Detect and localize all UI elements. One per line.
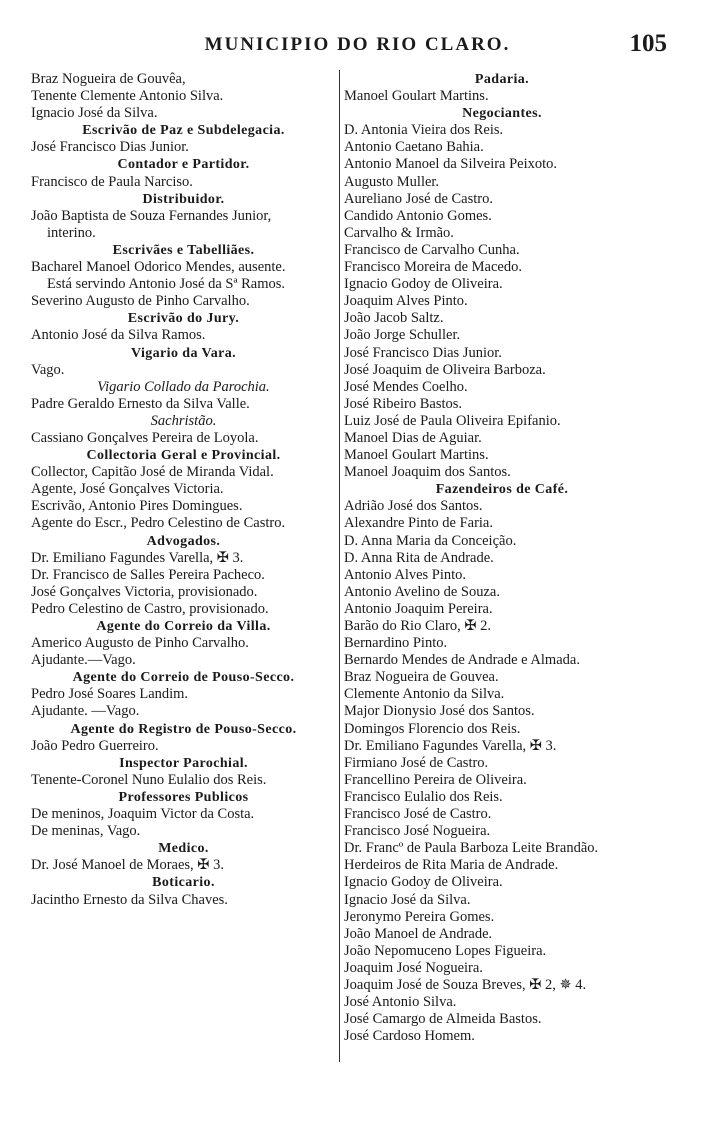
list-entry: Major Dionysio José dos Santos. xyxy=(344,703,535,720)
section-heading: Agente do Correio da Villa. xyxy=(96,619,271,634)
list-entry: Ignacio Godoy de Oliveira. xyxy=(344,874,503,891)
list-entry: Braz Nogueira de Gouvêa, xyxy=(31,71,186,87)
list-entry: Francisco José de Castro. xyxy=(344,806,492,823)
page-number: 105 xyxy=(629,30,667,57)
list-entry: Joaquim Alves Pinto. xyxy=(344,293,468,310)
list-entry: José Ribeiro Bastos. xyxy=(344,395,463,412)
list-entry: Luiz José de Paula Oliveira Epifanio. xyxy=(344,412,561,429)
list-entry: De meninas, Vago. xyxy=(31,823,141,840)
section-heading: Collectoria Geral e Provincial. xyxy=(86,448,281,464)
list-entry: Firmiano José de Castro. xyxy=(344,754,489,771)
list-entry: José Cardoso Homem. xyxy=(344,1028,475,1045)
list-entry: Jeronymo Pereira Gomes. xyxy=(344,908,495,925)
list-entry: Manoel Joaquim dos Santos. xyxy=(344,464,511,481)
list-entry: Francisco Eulalio dos Reis. xyxy=(344,788,503,805)
section-heading: Professores Publicos xyxy=(118,789,249,805)
page-header xyxy=(0,30,715,64)
list-entry: Tenente-Coronel Nuno Eulalio dos Reis. xyxy=(31,771,267,788)
list-entry: Antonio Caetano Bahia. xyxy=(344,139,484,156)
column-divider xyxy=(339,70,340,1062)
section-heading: Negociantes. xyxy=(462,106,542,122)
section-heading: Boticario. xyxy=(152,875,215,891)
list-entry: Cassiano Gonçalves Pereira de Loyola. xyxy=(31,429,259,446)
section-heading: Escrivão de Paz e Subdelegacia. xyxy=(82,123,285,139)
list-entry: José Mendes Coelho. xyxy=(344,378,468,395)
section-heading: Padaria. xyxy=(474,72,530,87)
list-entry: Agente, José Gonçalves Victoria. xyxy=(31,481,224,498)
list-entry: Francisco Moreira de Macedo. xyxy=(344,259,522,276)
section-heading: Medico. xyxy=(158,841,209,857)
list-entry: João Baptista de Souza Fernandes Junior, xyxy=(31,207,272,224)
section-heading: Escrivães e Tabelliães. xyxy=(112,242,255,258)
list-entry: João Jacob Saltz. xyxy=(344,310,444,327)
list-entry: Ignacio Godoy de Oliveira. xyxy=(344,276,503,293)
list-entry: Escrivão, Antonio Pires Domingues. xyxy=(31,498,243,515)
section-heading: Escrivão do Jury. xyxy=(127,311,240,327)
list-entry: Severino Augusto de Pinho Carvalho. xyxy=(31,293,250,310)
list-entry: Bacharel Manoel Odorico Mendes, ausente. xyxy=(31,259,286,276)
list-entry: Padre Geraldo Ernesto da Silva Valle. xyxy=(31,395,250,412)
list-entry: Herdeiros de Rita Maria de Andrade. xyxy=(344,857,559,874)
subsection-heading: Vigario Collado da Parochia. xyxy=(97,378,270,395)
list-entry: Bernardino Pinto. xyxy=(344,635,448,652)
list-entry: Agente do Escr., Pedro Celestino de Castro. xyxy=(31,515,286,532)
list-entry: Augusto Muller. xyxy=(344,173,440,190)
list-entry: Manoel Goulart Martins. xyxy=(344,88,489,105)
list-entry: Francisco de Carvalho Cunha. xyxy=(344,241,520,258)
list-entry-continuation: interino. xyxy=(47,224,96,241)
list-entry: Alexandre Pinto de Faria. xyxy=(344,515,493,532)
list-entry: José Joaquim de Oliveira Barboza. xyxy=(344,361,546,378)
list-entry: D. Anna Rita de Andrade. xyxy=(344,549,494,566)
list-entry: Antonio José da Silva Ramos. xyxy=(31,327,206,344)
list-entry: Americo Augusto de Pinho Carvalho. xyxy=(31,635,249,652)
list-entry: José Francisco Dias Junior. xyxy=(344,344,502,361)
list-entry: Manoel Goulart Martins. xyxy=(344,447,489,464)
list-entry: Tenente Clemente Antonio Silva. xyxy=(31,88,224,105)
section-heading: Fazendeiros de Café. xyxy=(435,482,569,498)
list-entry: Vago. xyxy=(31,361,65,378)
list-entry: D. Anna Maria da Conceição. xyxy=(344,532,517,549)
section-heading: Vigario da Vara. xyxy=(130,345,237,361)
list-entry: Antonio Avelino de Souza. xyxy=(344,583,500,600)
list-entry: Francellino Pereira de Oliveira. xyxy=(344,771,527,788)
section-heading: Agente do Registro de Pouso-Secco. xyxy=(70,721,297,737)
list-entry: Aureliano José de Castro. xyxy=(344,190,493,207)
list-entry: Jacintho Ernesto da Silva Chaves. xyxy=(31,891,228,908)
list-entry: João Jorge Schuller. xyxy=(344,327,461,344)
list-entry: Manoel Dias de Aguiar. xyxy=(344,429,482,446)
left-column xyxy=(31,71,336,909)
list-entry: Antonio Alves Pinto. xyxy=(344,566,467,583)
list-entry: Candido Antonio Gomes. xyxy=(344,207,492,224)
list-entry: João Manoel de Andrade. xyxy=(344,925,493,942)
list-entry: Joaquim José de Souza Breves, ✠ 2, ✵ 4. xyxy=(344,976,587,993)
page-title: MUNICIPIO DO RIO CLARO. xyxy=(204,34,511,55)
right-column xyxy=(344,71,660,1045)
list-entry: Braz Nogueira de Gouvea. xyxy=(344,669,499,686)
list-entry: Antonio Manoel da Silveira Peixoto. xyxy=(344,156,558,173)
list-entry: Dr. Francisco de Salles Pereira Pacheco. xyxy=(31,566,265,583)
list-entry: Collector, Capitão José de Miranda Vidal. xyxy=(31,464,274,481)
list-entry: Joaquim José Nogueira. xyxy=(344,959,483,976)
list-entry: Pedro Celestino de Castro, provisionado. xyxy=(31,600,269,617)
section-heading: Distribuidor. xyxy=(142,191,225,207)
list-entry: Domingos Florencio dos Reis. xyxy=(344,720,521,737)
list-entry: Dr. Francº de Paula Barboza Leite Brandão. xyxy=(344,840,599,857)
list-entry-continuation: Está servindo Antonio José da Sª Ramos. xyxy=(47,276,286,293)
list-entry: João Nepomuceno Lopes Figueira. xyxy=(344,942,547,959)
list-entry: Clemente Antonio da Silva. xyxy=(344,686,505,703)
list-entry: Francisco José Nogueira. xyxy=(344,823,491,840)
list-entry: Bernardo Mendes de Andrade e Almada. xyxy=(344,652,580,669)
list-entry: De meninos, Joaquim Victor da Costa. xyxy=(31,806,255,823)
list-entry: José Antonio Silva. xyxy=(344,994,457,1011)
list-entry: Ignacio José da Silva. xyxy=(344,891,471,908)
subsection-heading: Sachristão. xyxy=(150,412,217,429)
section-heading: Contador e Partidor. xyxy=(117,157,250,173)
list-entry: Dr. José Manoel de Moraes, ✠ 3. xyxy=(31,857,224,874)
list-entry: Barão do Rio Claro, ✠ 2. xyxy=(344,618,492,634)
list-entry: Antonio Joaquim Pereira. xyxy=(344,600,493,617)
list-entry: Dr. Emiliano Fagundes Varella, ✠ 3. xyxy=(344,737,557,754)
list-entry: João Pedro Guerreiro. xyxy=(31,737,159,754)
list-entry: D. Antonia Vieira dos Reis. xyxy=(344,122,504,139)
list-entry: Ajudante. —Vago. xyxy=(31,703,140,720)
list-entry: Carvalho & Irmão. xyxy=(344,224,454,241)
list-entry: Adrião José dos Santos. xyxy=(344,498,483,515)
section-heading: Advogados. xyxy=(146,533,221,549)
section-heading: Agente do Correio de Pouso-Secco. xyxy=(72,670,295,686)
list-entry: José Camargo de Almeida Bastos. xyxy=(344,1011,542,1028)
section-heading: Inspector Parochial. xyxy=(119,755,248,771)
list-entry: José Francisco Dias Junior. xyxy=(31,139,189,156)
list-entry: Ajudante.—Vago. xyxy=(31,652,136,669)
list-entry: Pedro José Soares Landim. xyxy=(31,686,189,703)
list-entry: José Gonçalves Victoria, provisionado. xyxy=(31,583,258,600)
list-entry: Ignacio José da Silva. xyxy=(31,105,158,122)
list-entry: Dr. Emiliano Fagundes Varella, ✠ 3. xyxy=(31,549,244,566)
list-entry: Francisco de Paula Narciso. xyxy=(31,173,193,190)
